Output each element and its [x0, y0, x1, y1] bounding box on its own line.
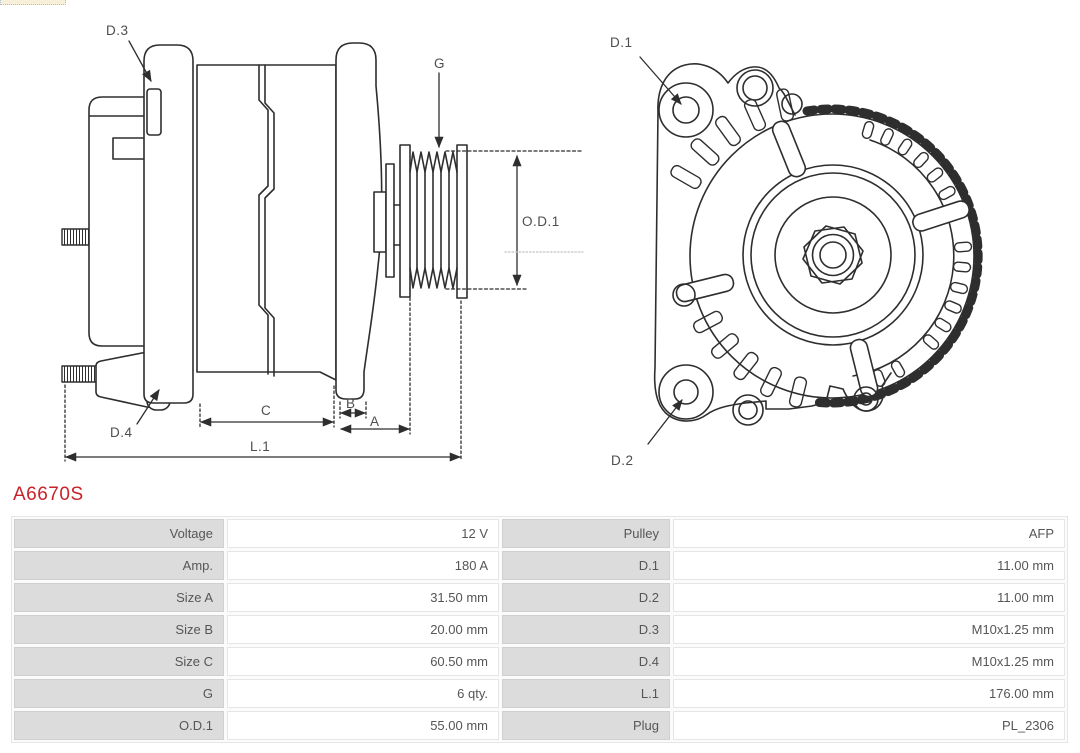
dimension-label-d2: D.2 [611, 453, 634, 468]
hole-d1 [673, 97, 699, 123]
spec-label-cell: D.1 [502, 551, 670, 580]
spec-label-cell: Amp. [14, 551, 224, 580]
threaded-stud-upper [62, 229, 89, 245]
spec-value-cell: 60.50 mm [227, 647, 499, 676]
spec-label-cell: O.D.1 [14, 711, 224, 740]
side-view-drawing [62, 23, 583, 461]
spec-value-cell: 11.00 mm [673, 551, 1065, 580]
spec-label-cell: Plug [502, 711, 670, 740]
spec-label-cell: D.4 [502, 647, 670, 676]
spec-label-cell: D.2 [502, 583, 670, 612]
front-view-drawing [610, 35, 978, 468]
spec-value-cell: 11.00 mm [673, 583, 1065, 612]
leader-d2 [648, 400, 682, 444]
spec-value-cell: 176.00 mm [673, 679, 1065, 708]
spec-label-cell: D.3 [502, 615, 670, 644]
spec-value-cell: 6 qty. [227, 679, 499, 708]
spec-value-cell: 55.00 mm [227, 711, 499, 740]
dimension-label-g: G [434, 56, 446, 71]
spec-value-cell: 180 A [227, 551, 499, 580]
part-number-title: A6670S [13, 484, 84, 505]
dimension-label-d1: D.1 [610, 35, 633, 50]
spec-label-cell: G [14, 679, 224, 708]
spec-label-cell: Pulley [502, 519, 670, 548]
spec-label-cell: L.1 [502, 679, 670, 708]
spec-label-cell: Size C [14, 647, 224, 676]
dimension-label-d4: D.4 [110, 425, 133, 440]
spec-label-cell: Voltage [14, 519, 224, 548]
spec-value-cell: M10x1.25 mm [673, 647, 1065, 676]
spec-value-cell: 31.50 mm [227, 583, 499, 612]
spec-value-cell: PL_2306 [673, 711, 1065, 740]
hole-d2 [674, 380, 698, 404]
leader-d1 [640, 57, 681, 104]
dimension-label-od1: O.D.1 [522, 214, 560, 229]
pulley [400, 145, 467, 298]
stator-body [197, 65, 336, 380]
spec-value-cell: AFP [673, 519, 1065, 548]
dimension-label-b: B [346, 396, 356, 411]
spec-table [11, 516, 1068, 743]
rear-bracket [144, 45, 193, 403]
dimension-label-d3: D.3 [106, 23, 129, 38]
spec-value-cell: M10x1.25 mm [673, 615, 1065, 644]
spec-label-cell: Size A [14, 583, 224, 612]
spec-value-cell: 12 V [227, 519, 499, 548]
spec-value-cell: 20.00 mm [227, 615, 499, 644]
dimension-label-a: A [370, 414, 380, 429]
dimension-label-c: C [261, 403, 272, 418]
spec-label-cell: Size B [14, 615, 224, 644]
dimension-label-l1: L.1 [250, 439, 271, 454]
